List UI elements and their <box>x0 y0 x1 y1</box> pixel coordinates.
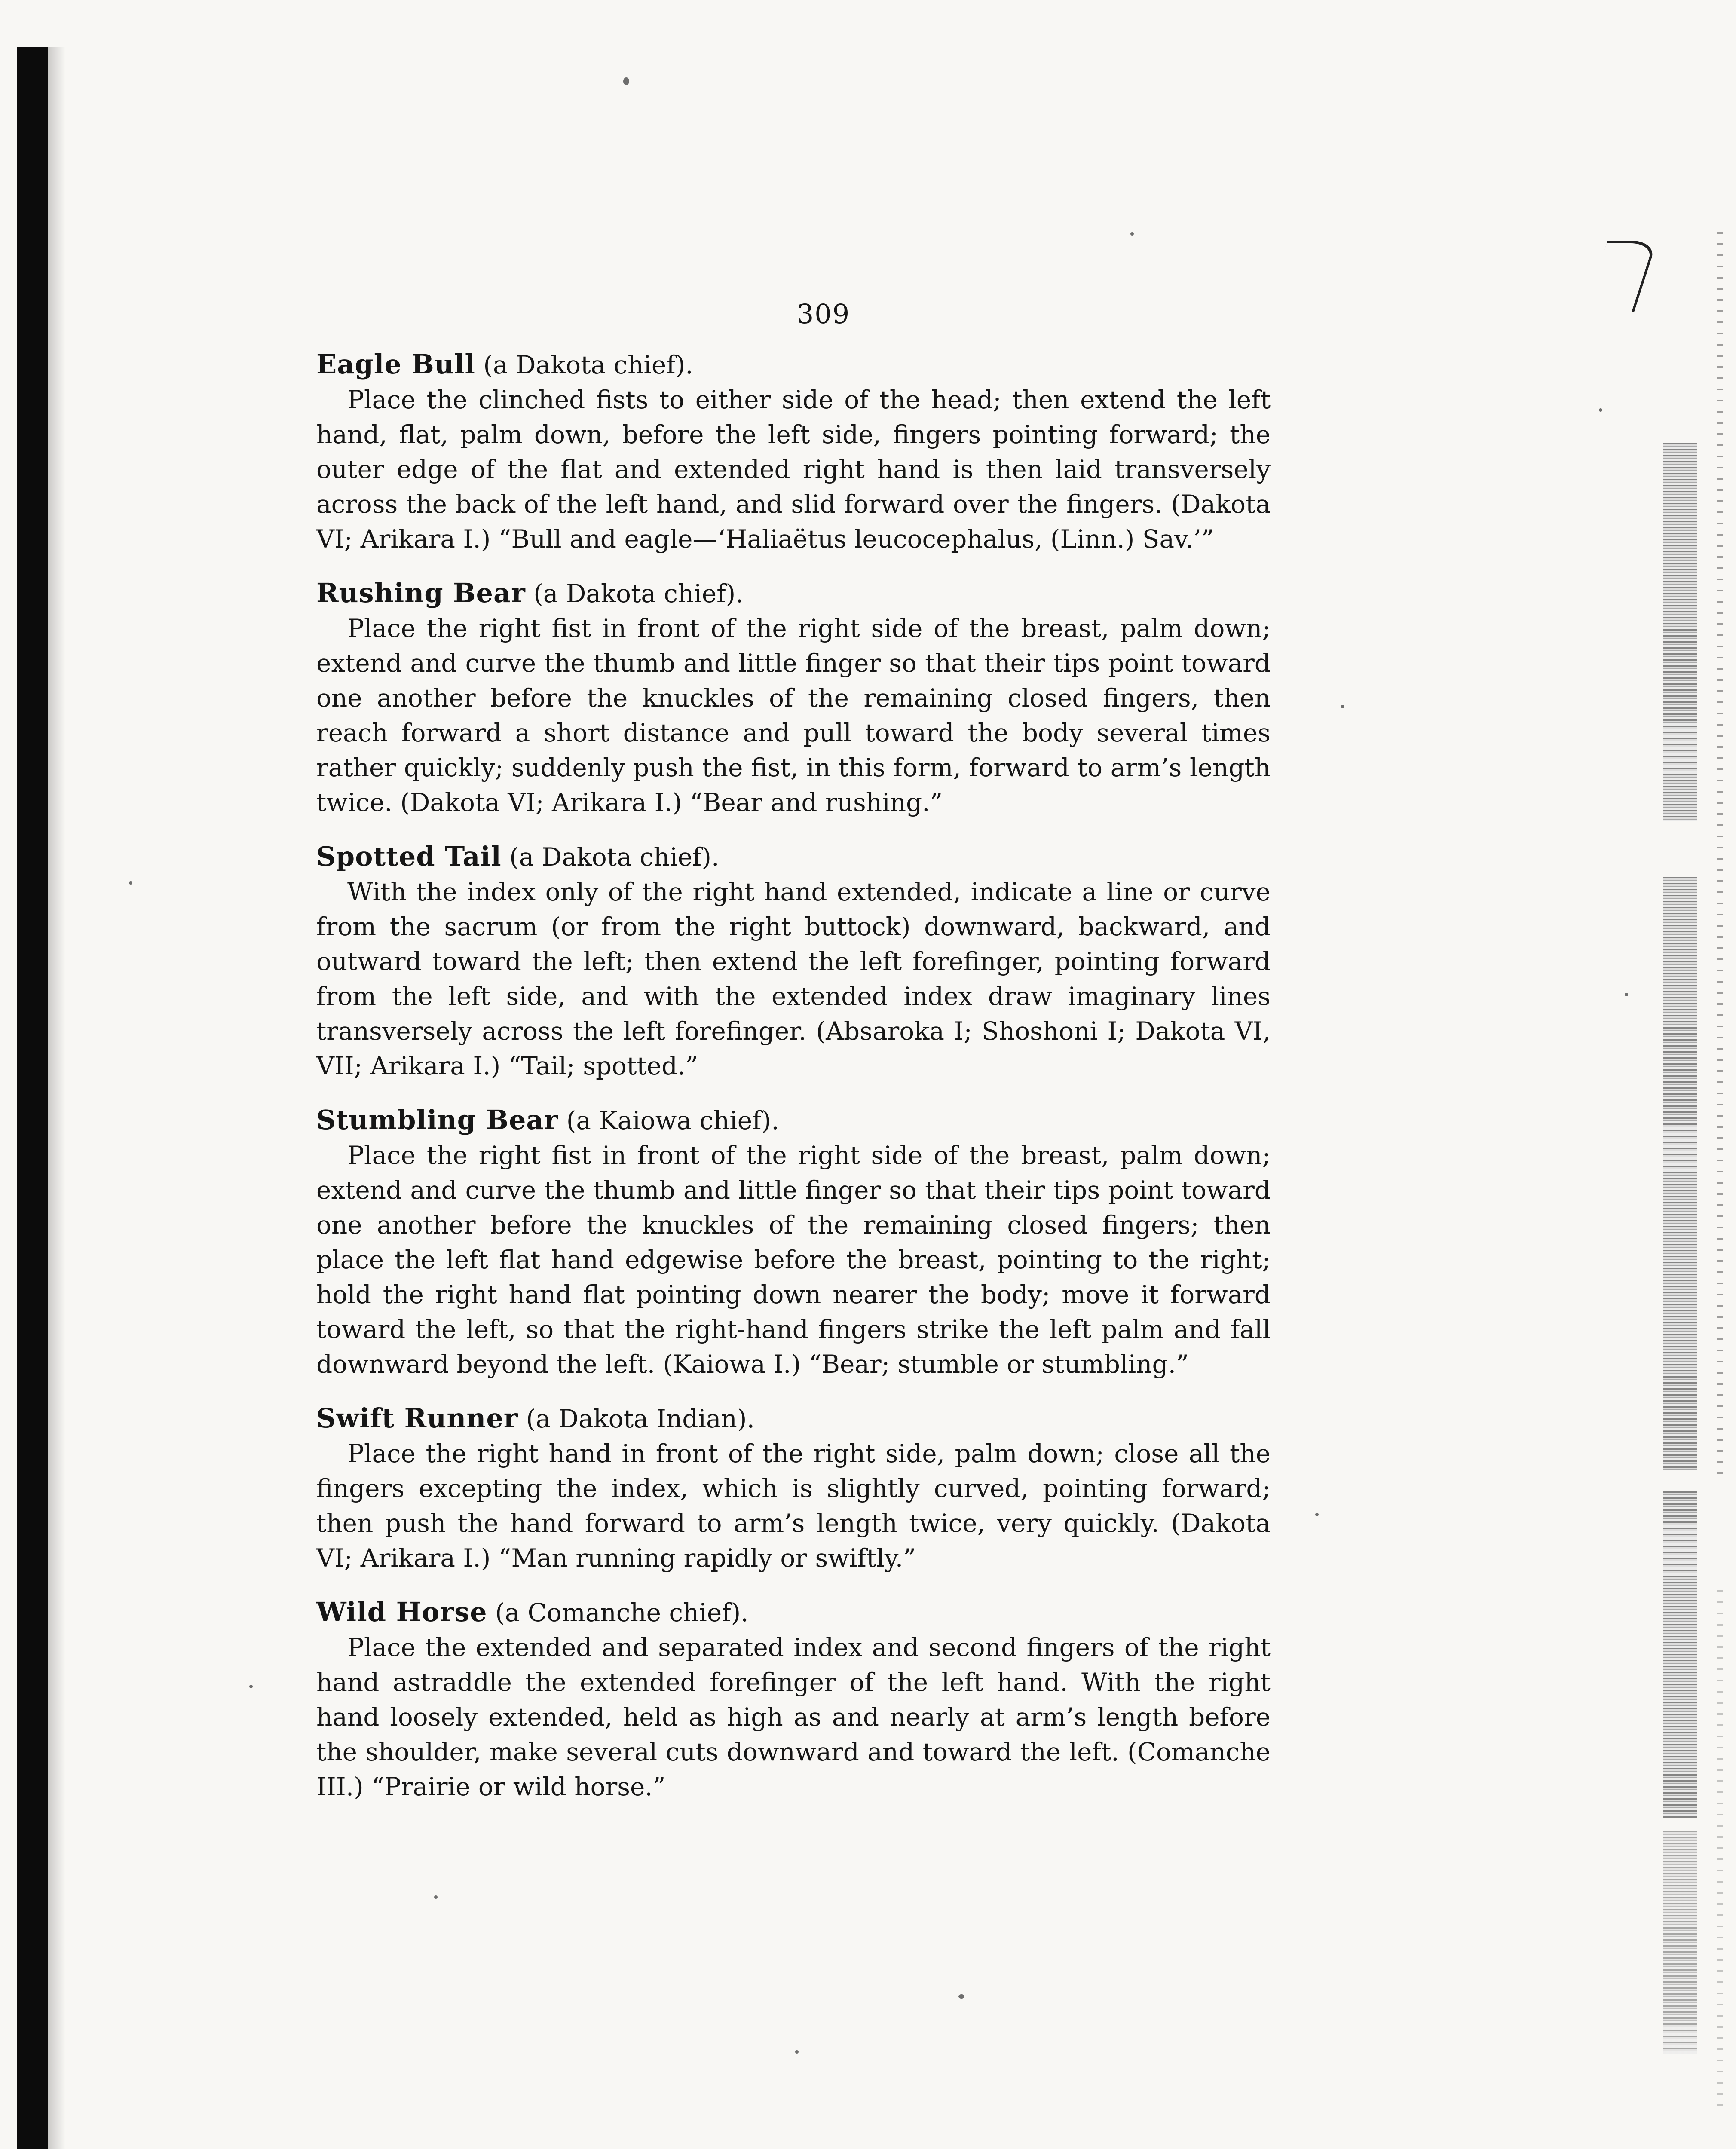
scan-binding-edge <box>17 47 48 2149</box>
entry-reference: (Comanche III.) <box>316 1737 1271 1801</box>
entry-meaning: “Man running rapidly or swiftly.” <box>498 1543 916 1573</box>
entry-heading <box>316 839 1271 875</box>
entry-paragraph <box>316 1436 1271 1576</box>
entry-heading <box>316 347 1271 383</box>
entry-heading <box>316 576 1271 611</box>
entry-paragraph <box>316 383 1271 557</box>
scan-speck <box>1341 705 1344 708</box>
entry-descriptor: (a Kaiowa chief). <box>566 1106 779 1135</box>
scan-speck <box>1599 408 1602 412</box>
entry-heading <box>316 1102 1271 1138</box>
entry-swift-runner <box>316 1401 1271 1576</box>
entry-description: Place the clinched fists to either side of the head; then extend the left hand, flat, palm down, before the left side, fingers pointing forward; the outer edge of the flat and extended right hand is then laid transversely across the back of the left hand, and slid forward over the fingers. <box>316 385 1271 519</box>
scan-speck <box>129 881 132 885</box>
scan-speck <box>623 77 629 85</box>
entry-descriptor: (a Dakota chief). <box>509 842 720 872</box>
entry-meaning: “Tail; spotted.” <box>508 1051 698 1081</box>
scan-edge-dots <box>1717 232 1723 1479</box>
scan-speck <box>1625 993 1628 996</box>
scan-bleed-through-strip <box>1663 443 1697 821</box>
entry-reference: (Dakota VI; Arikara I.) <box>400 788 682 817</box>
entry-description: With the index only of the right hand extended, indicate a line or curve from the sacrum (or from the right buttock) downward, backward, and outward toward the left; then extend the left forefinger, pointing forward from the left side, and with the extended index draw imaginary lines transversely across the left forefinger. <box>316 877 1271 1046</box>
entry-name: Swift Runner <box>316 1402 518 1434</box>
scan-speck <box>1315 1513 1319 1516</box>
entry-wild-horse <box>316 1595 1271 1804</box>
entry-name: Wild Horse <box>316 1596 487 1628</box>
entry-eagle-bull <box>316 347 1271 557</box>
scan-edge-dots <box>1717 1590 1723 2106</box>
entry-descriptor: (a Dakota chief). <box>483 350 693 380</box>
entry-spotted-tail <box>316 839 1271 1084</box>
entry-meaning: “Bull and eagle—‘Haliaëtus leucocephalus, (Linn.) Sav.’” <box>498 524 1214 554</box>
entry-name: Stumbling Bear <box>316 1104 559 1136</box>
entry-stumbling-bear <box>316 1102 1271 1382</box>
entry-rushing-bear <box>316 576 1271 820</box>
entry-description: Place the extended and separated index and second fingers of the right hand astraddle the extended forefinger of the left hand. With the right hand loosely extended, held as high as and nearly at arm’s length before the shoulder, make several cuts downward and toward the left. <box>316 1633 1271 1766</box>
scan-speck <box>1130 232 1134 236</box>
scan-binding-shadow <box>48 47 65 2149</box>
scan-bleed-through-strip <box>1663 1491 1697 1818</box>
entry-name: Rushing Bear <box>316 577 526 609</box>
entry-paragraph <box>316 1138 1271 1382</box>
entry-description: Place the right fist in front of the right side of the breast, palm down; extend and curve the thumb and little finger so that their tips point toward one another before the knuckles of the remaining closed fingers; then place the left flat hand edgewise before the breast, pointing to the right; hold the right hand flat pointing down nearer the body; move it forward toward the left, so that the right-hand fingers strike the left palm and fall downward beyond the left. <box>316 1141 1271 1379</box>
entry-heading <box>316 1595 1271 1630</box>
entry-paragraph <box>316 1630 1271 1804</box>
scan-speck <box>249 1685 253 1688</box>
pencil-mark <box>1584 241 1657 312</box>
entry-meaning: “Bear; stumble or stumbling.” <box>808 1350 1189 1379</box>
scan-speck <box>958 1994 964 1999</box>
entry-paragraph <box>316 875 1271 1084</box>
scan-speck <box>434 1895 438 1899</box>
page-number: 309 <box>796 298 851 330</box>
entry-descriptor: (a Comanche chief). <box>495 1598 749 1627</box>
entry-reference: (Kaiowa I.) <box>663 1350 801 1379</box>
entry-name: Spotted Tail <box>316 841 502 872</box>
document-body <box>316 297 1271 1823</box>
entry-description: Place the right hand in front of the right side, palm down; close all the fingers excepting the index, which is slightly curved, pointing forward; then push the hand forward to arm’s length twice, very quickly. <box>316 1439 1271 1538</box>
entry-reference: (Dakota VI; Arikara I.) <box>316 490 1271 554</box>
entry-description: Place the right fist in front of the right side of the breast, palm down; extend and curve the thumb and little finger so that their tips point toward one another before the knuckles of the remaining closed fingers, then reach forward a short distance and pull toward the body several times rather quickly; suddenly push the fist, in this form, forward to arm’s length twice. <box>316 614 1271 817</box>
entry-heading <box>316 1401 1271 1436</box>
entry-paragraph <box>316 611 1271 820</box>
scan-bleed-through-strip <box>1663 1831 1697 2054</box>
entry-reference: (Dakota VI; Arikara I.) <box>316 1509 1271 1573</box>
entry-descriptor: (a Dakota chief). <box>533 579 744 608</box>
entry-meaning: “Bear and rushing.” <box>690 788 943 817</box>
scan-bleed-through-strip <box>1663 877 1697 1470</box>
entry-meaning: “Prairie or wild horse.” <box>371 1772 666 1801</box>
scan-speck <box>795 2050 799 2054</box>
entry-reference: (Absaroka I; Shoshoni I; Dakota VI, VII; Arikara I.) <box>316 1016 1271 1081</box>
entry-name: Eagle Bull <box>316 349 475 380</box>
entry-descriptor: (a Dakota Indian). <box>526 1404 755 1433</box>
